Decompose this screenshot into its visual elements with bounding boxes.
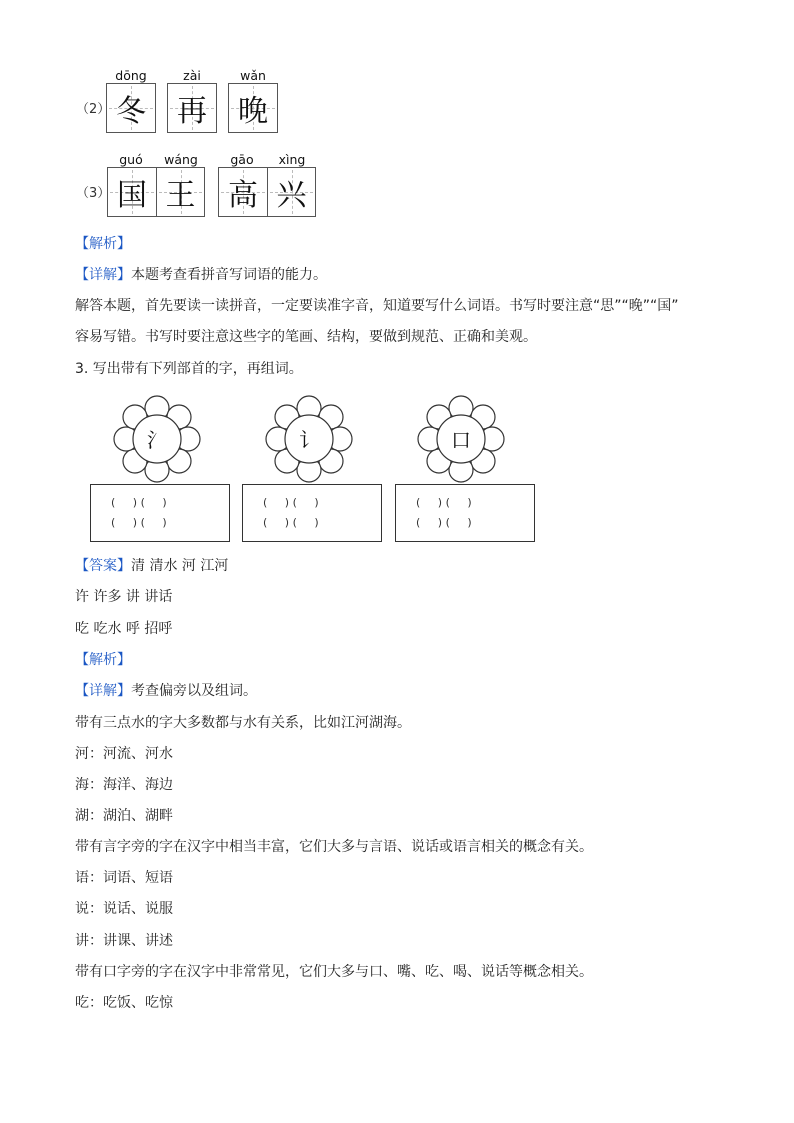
paragraph: 解答本题，首先要读一读拼音，一定要读准字音，知道要写什么词语。书写时要注意“思”“晚”“国” (75, 298, 679, 314)
pinyin: wǎn (240, 68, 266, 83)
flower-icon (111, 393, 203, 485)
analysis-tag: 【解析】 (75, 652, 131, 668)
char-cell: 国 (108, 168, 156, 216)
answer-box: ( ) ( ) ( ) ( ) (90, 484, 230, 542)
pinyin: zài (183, 68, 201, 83)
explanation-line: 语：词语、短语 (75, 870, 173, 886)
question-3-title: 3. 写出带有下列部首的字，再组词。 (75, 361, 303, 377)
answer-line: 吃 吃水 呼 招呼 (75, 621, 173, 637)
explanation-line: 河：河流、河水 (75, 746, 173, 762)
word-zai (167, 68, 217, 133)
detail-line: 【详解】本题考查看拼音写词语的能力。 (75, 267, 327, 283)
row-number: （3） (76, 186, 111, 201)
flower-icon (263, 393, 355, 485)
detail-line: 【详解】考查偏旁以及组词。 (75, 683, 257, 699)
pinyin: guó (119, 152, 143, 167)
flower-icon (415, 393, 507, 485)
explanation-line: 讲：讲课、讲述 (75, 933, 173, 949)
word-guowang (106, 152, 206, 217)
char-cell: 冬 (107, 84, 155, 132)
pinyin-row-3 (76, 152, 328, 217)
pinyin-row-2 (76, 68, 289, 133)
radical-label: 氵 (147, 428, 167, 452)
char-cell: 高 (219, 168, 267, 216)
analysis-tag: 【解析】 (75, 236, 131, 252)
explanation-line: 带有口字旁的字在汉字中非常常见，它们大多与口、嘴、吃、喝、说话等概念相关。 (75, 964, 593, 980)
char-cell: 王 (156, 168, 204, 216)
radical-label: 讠 (299, 428, 319, 452)
pinyin: dōng (115, 68, 147, 83)
pinyin: gāo (230, 152, 254, 167)
explanation-line: 吃：吃饭、吃惊 (75, 995, 173, 1011)
explanation-line: 说：说话、说服 (75, 901, 173, 917)
explanation-line: 湖：湖泊、湖畔 (75, 808, 173, 824)
explanation-line: 带有三点水的字大多数都与水有关系，比如江河湖海。 (75, 715, 411, 731)
char-cell: 晚 (229, 84, 277, 132)
pinyin: xìng (278, 152, 306, 167)
explanation-line: 海：海洋、海边 (75, 777, 173, 793)
paragraph: 容易写错。书写时要注意这些字的笔画、结构，要做到规范、正确和美观。 (75, 329, 537, 345)
word-gaoxing (217, 152, 317, 217)
row-number: （2） (76, 102, 111, 117)
answer-box: ( ) ( ) ( ) ( ) (395, 484, 535, 542)
explanation-line: 带有言字旁的字在汉字中相当丰富，它们大多与言语、说话或语言相关的概念有关。 (75, 839, 593, 855)
word-dong (106, 68, 156, 133)
radical-label: 口 (451, 428, 471, 452)
answer-line: 许 许多 讲 讲话 (75, 589, 173, 605)
char-cell: 再 (168, 84, 216, 132)
pinyin: wáng (164, 152, 198, 167)
answer-box: ( ) ( ) ( ) ( ) (242, 484, 382, 542)
word-wan (228, 68, 278, 133)
char-cell: 兴 (267, 168, 315, 216)
answer-line: 【答案】清 清水 河 江河 (75, 558, 229, 574)
